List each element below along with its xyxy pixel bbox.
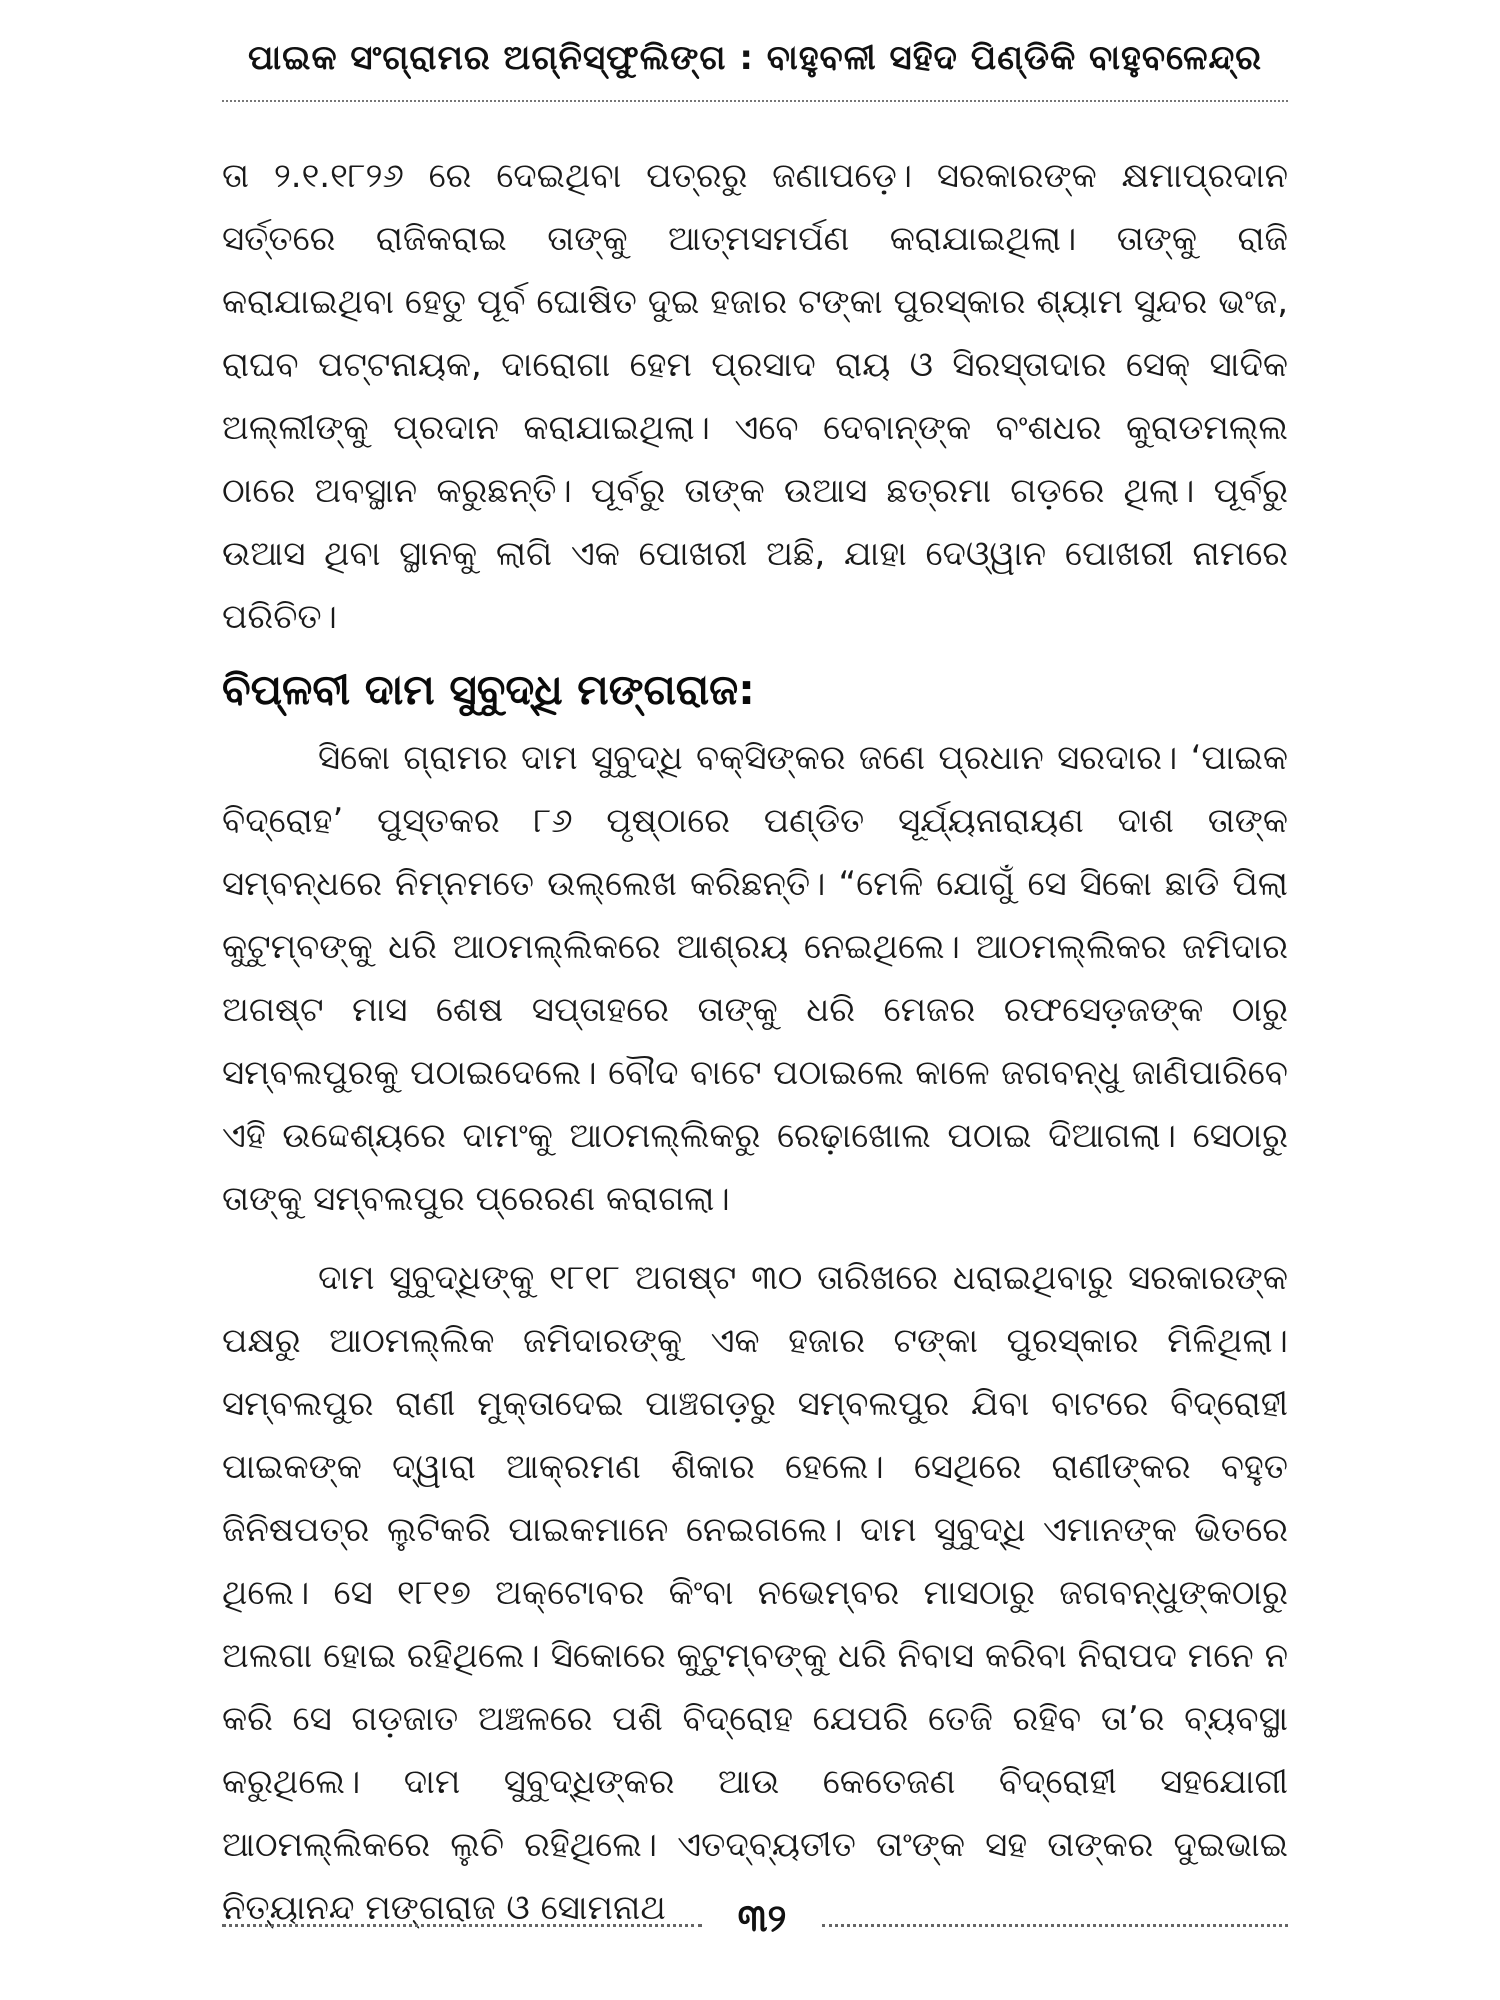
section-heading: ବିପ୍ଳବୀ ଦାମ ସୁବୁଦ୍ଧି ମଙ୍ଗରାଜ: xyxy=(222,665,755,714)
running-title: ପାଇକ ସଂଗ୍ରାମର ଅଗ୍ନିସ୍ଫୁଲିଙ୍ଗ : ବାହୁବଳୀ ସହିଦ ପିଣ୍ଡିକି ବାହୁବଳେନ୍ଦ୍ର xyxy=(247,38,1262,78)
footer-divider-left xyxy=(222,1924,702,1927)
paragraph-2: ସିକୋ ଗ୍ରାମର ଦାମ ସୁବୁଦ୍ଧି ବକ୍ସିଙ୍କର ଜଣେ ପ୍ରଧାନ ସରଦାର। ‘ପାଇକ ବିଦ୍ରୋହ’ ପୁସ୍ତକର ୮୬ ପୃଷ୍ଠାରେ ପଣ୍ଡିତ ସୂର୍ଯ୍ୟନାରାୟଣ ଦାଶ ତାଙ୍କ ସମ୍ବନ୍ଧରେ ନିମ୍ନମତେ ଉଲ୍ଲେଖ କରିଛନ୍ତି। “ମେଳି ଯୋଗୁଁ ସେ ସିକୋ ଛାଡି ପିଲା କୁଟୁମ୍ବଙ୍କୁ ଧରି ଆଠମଲ୍ଲିକରେ ଆଶ୍ରୟ ନେଇଥିଲେ। ଆଠମଲ୍ଲିକର ଜମିଦାର ଅଗଷ୍ଟ ମାସ ଶେଷ ସପ୍ତାହରେ ତାଙ୍କୁ ଧରି ମେଜର ରଫସେଡ଼ଜଙ୍କ ଠାରୁ ସମ୍ବଲପୁରକୁ ପଠାଇଦେଲେ। ବୌଦ ବାଟେ ପଠାଇଲେ କାଳେ ଜଗବନ୍ଧୁ ଜାଣିପାରିବେ ଏହି ଉଦ୍ଦେଶ୍ୟରେ ଦାମଂକୁ ଆଠମଲ୍ଲିକରୁ ରେଢ଼ାଖୋଲ ପଠାଇ ଦିଆଗଲା। ସେଠାରୁ ତାଙ୍କୁ ସମ୍ବଲପୁର ପ୍ରେରଣ କରାଗଲା। xyxy=(222,738,1288,1219)
page-body xyxy=(222,145,1288,1940)
paragraph-3: ଦାମ ସୁବୁଦ୍ଧିଙ୍କୁ ୧୮୧୮ ଅଗଷ୍ଟ ୩୦ ତାରିଖରେ ଧରାଇଥିବାରୁ ସରକାରଙ୍କ ପକ୍ଷରୁ ଆଠମଲ୍ଲିକ ଜମିଦାରଙ୍କୁ ଏକ ହଜାର ଟଙ୍କା ପୁରସ୍କାର ମିଳିଥିଲା। ସମ୍ବଲପୁର ରାଣୀ ମୁକ୍ତାଦେଇ ପାଞ୍ଚଗଡ଼ରୁ ସମ୍ବଲପୁର ଯିବା ବାଟରେ ବିଦ୍ରୋହୀ ପାଇକଙ୍କ ଦ୍ୱାରା ଆକ୍ରମଣ ଶିକାର ହେଲେ। ସେଥିରେ ରାଣୀଙ୍କର ବହୁତ ଜିନିଷପତ୍ର ଲୁଟିକରି ପାଇକମାନେ ନେଇଗଲେ। ଦାମ ସୁବୁଦ୍ଧି ଏମାନଙ୍କ ଭିତରେ ଥିଲେ। ସେ ୧୮୧୭ ଅକ୍ଟୋବର କିଂବା ନଭେମ୍ବର ମାସଠାରୁ ଜଗବନ୍ଧୁଙ୍କଠାରୁ ଅଲଗା ହୋଇ ରହିଥିଲେ। ସିକୋରେ କୁଟୁମ୍ବଙ୍କୁ ଧରି ନିବାସ କରିବା ନିରାପଦ ମନେ ନ କରି ସେ ଗଡ଼ଜାତ ଅଞ୍ଚଳରେ ପଶି ବିଦ୍ରୋହ ଯେପରି ତେଜି ରହିବ ତା’ର ବ୍ୟବସ୍ଥା କରୁଥିଲେ। ଦାମ ସୁବୁଦ୍ଧିଙ୍କର ଆଉ କେତେଜଣ ବିଦ୍ରୋହୀ ସହଯୋଗୀ ଆଠମଲ୍ଲିକରେ ଲୁଚି ରହିଥିଲେ। ଏତଦ୍‌ବ୍ୟତୀତ ତାଂଙ୍କ ସହ ତାଙ୍କର ଦୁଇଭାଇ ନିତ୍ୟାନନ୍ଦ ମଙ୍ଗରାଜ ଓ ସୋମନାଥ xyxy=(222,1258,1288,1928)
header-divider xyxy=(222,100,1288,102)
footer-divider-right xyxy=(822,1924,1288,1927)
paragraph-1: ତା ୨.୧.୧୮୨୬ ରେ ଦେଇଥିବା ପତ୍ରରୁ ଜଣାପଡ଼େ। ସରକାରଙ୍କ କ୍ଷମାପ୍ରଦାନ ସର୍ତ୍ତରେ ରାଜିକରାଇ ତାଙ୍କୁ ଆତ୍ମସମର୍ପଣ କରାଯାଇଥିଲା। ତାଙ୍କୁ ରାଜି କରାଯାଇଥିବା ହେତୁ ପୂର୍ବ ଘୋଷିତ ଦୁଇ ହଜାର ଟଙ୍କା ପୁରସ୍କାର ଶ୍ୟାମ ସୁନ୍ଦର ଭଂଜ, ରାଘବ ପଟ୍ଟନାୟକ, ଦାରୋଗା ହେମ ପ୍ରସାଦ ରାୟ ଓ ସିରସ୍ତାଦାର ସେକ୍ ସାଦିକ ଅଲ୍ଲୀଙ୍କୁ ପ୍ରଦାନ କରାଯାଇଥିଲା। ଏବେ ଦେବାନ୍‌ଙ୍କ ବଂଶଧର କୁରାଡମଲ୍ଲ ଠାରେ ଅବସ୍ଥାନ କରୁଛନ୍ତି। ପୂର୍ବରୁ ତାଙ୍କ ଉଆସ ଛତ୍ରମା ଗଡ଼ରେ ଥିଲା। ପୂର୍ବରୁ ଉଆସ ଥିବା ସ୍ଥାନକୁ ଲାଗି ଏକ ପୋଖରୀ ଅଛି, ଯାହା ଦେଓ୍ୱାନ ପୋଖରୀ ନାମରେ ପରିଚିତ। xyxy=(222,156,1288,637)
page-number: ୩୨ xyxy=(737,1896,787,1940)
